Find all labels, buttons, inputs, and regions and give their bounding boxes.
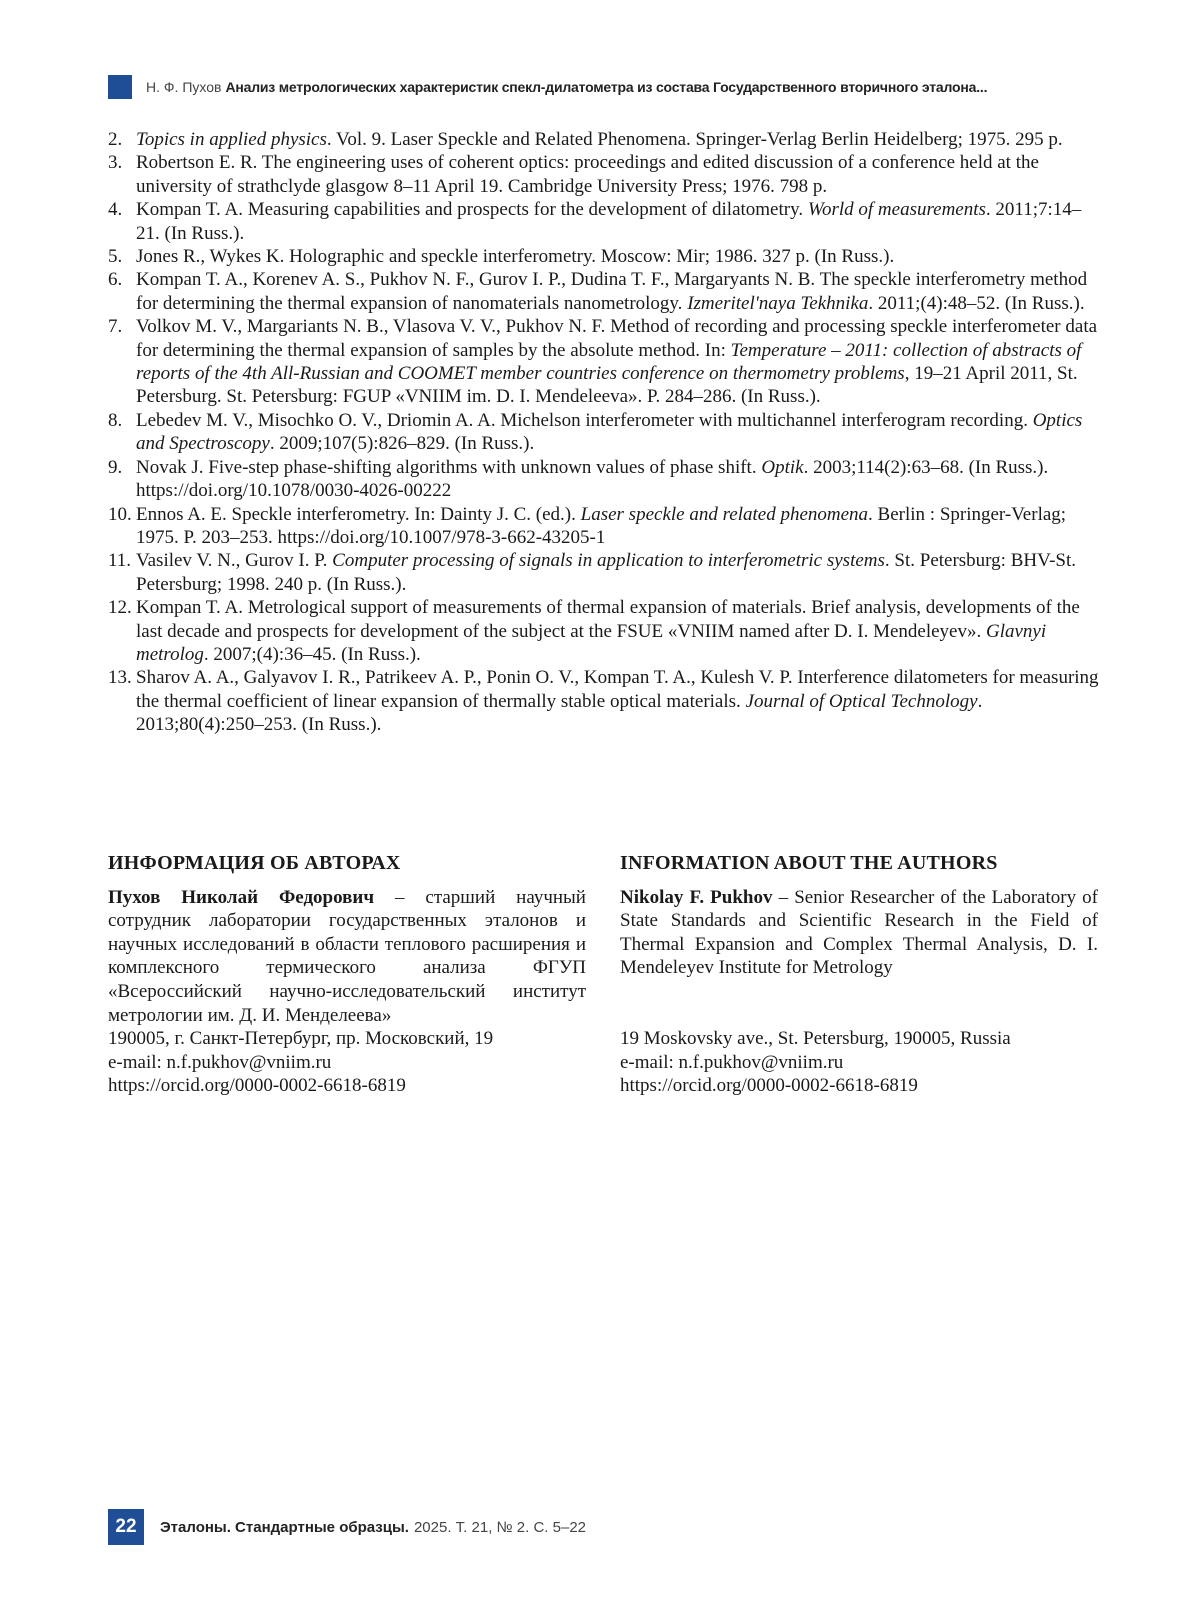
reference-number: 5. [108, 246, 123, 268]
reference-number: 7. [108, 316, 123, 338]
reference-text: Kompan T. A. Measuring capabilities and prospects for the development of dilatometry. [136, 199, 808, 221]
reference-number: 8. [108, 409, 123, 431]
reference-text: . 2011;(4):48–52. (In Russ.). [868, 292, 1085, 314]
reference-item [108, 128, 1104, 151]
reference-number: 2. [108, 129, 123, 150]
reference-item [108, 596, 1104, 666]
reference-item [108, 666, 1104, 736]
reference-text: . Vol. 9. Laser Speckle and Related Phenomena. Springer-Verlag Berlin Heidelberg; 1975. 295 p. [326, 129, 1063, 150]
reference-number: 13. [108, 667, 132, 689]
author-address-ru: 190005, г. Санкт-Петербург, пр. Московский, 19 [108, 1028, 494, 1050]
reference-item [108, 409, 1104, 456]
authors-info-ru [108, 852, 586, 1098]
running-header [108, 74, 1098, 100]
reference-source-title: World of measurements [807, 199, 986, 221]
reference-item [108, 456, 1104, 503]
reference-source-title: Temperature – 2011: collection of abstracts of reports of the 4th All-Russian and COOMET member countries conference on thermometry problems [136, 339, 1082, 385]
author-name-en: Nikolay F. Pukhov [620, 886, 773, 908]
header-title: Анализ метрологических характеристик спекл-дилатометра из состава Государственного вторичного эталона... [225, 79, 988, 95]
reference-text: Sharov A. A., Galyavov I. R., Patrikeev A. P., Ponin O. V., Kompan T. A., Kulesh V. P. Interference dilatometers for measuring the thermal coefficient of linear expansion of thermally stable optical materials. [136, 667, 1099, 712]
reference-item [108, 151, 1104, 198]
reference-list [108, 128, 1104, 737]
page-footer [108, 1509, 586, 1545]
reference-source-title: Izmeritel'naya Tekhnika [687, 292, 869, 314]
author-bio-text-en: – Senior Researcher of the Laboratory of State Standards and Scientific Research in the Field of Thermal Expansion and Complex Thermal Analysis, D. I. Mendeleyev Institute for Metrology [620, 886, 1099, 979]
reference-number: 4. [108, 199, 123, 221]
author-name-ru: Пухов Николай Федорович [108, 886, 375, 908]
reference-number: 9. [108, 456, 123, 478]
reference-text: . 2007;(4):36–45. (In Russ.). [203, 643, 421, 665]
reference-text: Kompan T. A. Metrological support of measurements of thermal expansion of materials. Brief analysis, developments of the last decade and prospects for development of the subject at the FSUE «VNIIM named after D. I. Mendeleyev». [136, 597, 1080, 642]
reference-text: . Berlin : Springer-Verlag; 1975. P. 203–253. https://doi.org/10.1007/978-3-662-43205-1 [136, 503, 1067, 548]
page-number: 22 [108, 1509, 144, 1545]
reference-item [108, 198, 1104, 245]
reference-source-title: Laser speckle and related phenomena [580, 503, 869, 525]
reference-source-title: Optik [761, 456, 804, 478]
reference-text: . 2009;107(5):826–829. (In Russ.). [269, 433, 535, 455]
author-address-en: 19 Moskovsky ave., St. Petersburg, 190005, Russia [620, 1027, 1011, 1049]
reference-item [108, 315, 1104, 409]
author-email-en[interactable]: e-mail: n.f.pukhov@vniim.ru [620, 1051, 844, 1073]
reference-source-title: Computer processing of signals in application to interferometric systems [332, 550, 885, 572]
reference-source-title: Optics and Spectroscopy [136, 409, 1083, 455]
reference-item [108, 245, 1104, 268]
reference-number: 12. [108, 597, 132, 619]
reference-item [108, 268, 1104, 315]
author-bio-text-ru: – старший научный сотрудник лаборатории государственных эталонов и научных исследований в области теплового расширения и комплексного термического анализа ФГУП «Всероссийский научно-исследовательский институт метрологии им. Д. И. Менделеева» [108, 886, 586, 1026]
reference-text: Vasilev V. N., Gurov I. P. [136, 550, 333, 572]
reference-text: . 2003;114(2):63–68. (In Russ.). https://doi.org/10.1078/0030-4026-00222 [136, 456, 1049, 502]
reference-text: . 2011;7:14–21. (In Russ.). [136, 199, 1082, 244]
header-authors: Н. Ф. Пухов [146, 79, 222, 95]
reference-number: 3. [108, 152, 123, 174]
authors-info-en [620, 852, 1098, 1098]
reference-text: Ennos A. E. Speckle interferometry. In: Dainty J. C. (ed.). [136, 503, 581, 525]
reference-item [108, 503, 1104, 550]
reference-text: Volkov M. V., Margariants N. B., Vlasova V. V., Pukhov N. F. Method of recording and processing speckle interferometer data for determining the thermal expansion of samples by the absolute method. In: [136, 316, 1098, 361]
reference-text: Kompan T. A., Korenev A. S., Pukhov N. F., Gurov I. P., Dudina T. F., Margaryants N. B. The speckle interferometry method for determining the thermal expansion of nanomaterials nanometrology. [136, 269, 1088, 314]
reference-source-title: Glavnyi metrolog [136, 620, 1047, 665]
reference-text: , 19–21 April 2011, St. Petersburg. St. Petersburg: FGUP «VNIIM im. D. I. Mendeleeva». P. 284–286. (In Russ.). [136, 363, 1078, 408]
author-bio-ru [108, 886, 586, 1028]
reference-text: Lebedev M. V., Misochko O. V., Driomin A. A. Michelson interferometer with multichannel interferogram recording. [136, 409, 1033, 431]
reference-source-title: Topics in applied physics [136, 129, 327, 150]
reference-text: Robertson E. R. The engineering uses of coherent optics: proceedings and edited discussion of a conference held at the university of strathclyde glasgow 8–11 April 19. Cambridge University Press; 1976. 798 p. [136, 152, 1039, 197]
reference-number: 10. [108, 503, 132, 525]
journal-name: Эталоны. Стандартные образцы. [160, 1518, 409, 1536]
author-orcid-ru[interactable]: https://orcid.org/0000-0002-6618-6819 [108, 1075, 406, 1097]
author-orcid-en[interactable]: https://orcid.org/0000-0002-6618-6819 [620, 1075, 918, 1097]
reference-text: . St. Petersburg: BHV-St. Petersburg; 1998. 240 p. (In Russ.). [136, 550, 1076, 595]
author-email-ru[interactable]: e-mail: n.f.pukhov@vniim.ru [108, 1051, 332, 1073]
authors-heading-en: INFORMATION ABOUT THE AUTHORS [620, 852, 998, 874]
reference-text: Novak J. Five-step phase-shifting algorithms with unknown values of phase shift. [136, 456, 762, 478]
header-square-mark [108, 75, 132, 99]
authors-heading-ru: ИНФОРМАЦИЯ ОБ АВТОРАХ [108, 852, 401, 874]
reference-source-title: Journal of Optical Technology [745, 690, 978, 712]
reference-text: . 2013;80(4):250–253. (In Russ.). [136, 690, 983, 736]
journal-info: 2025. Т. 21, № 2. С. 5–22 [413, 1518, 586, 1536]
author-bio-en [620, 886, 1098, 980]
reference-text: Jones R., Wykes K. Holographic and speckle interferometry. Moscow: Mir; 1986. 327 p. (In Russ.). [136, 246, 895, 268]
reference-number: 6. [108, 269, 123, 291]
reference-item [108, 549, 1104, 596]
reference-number: 11. [108, 550, 132, 572]
